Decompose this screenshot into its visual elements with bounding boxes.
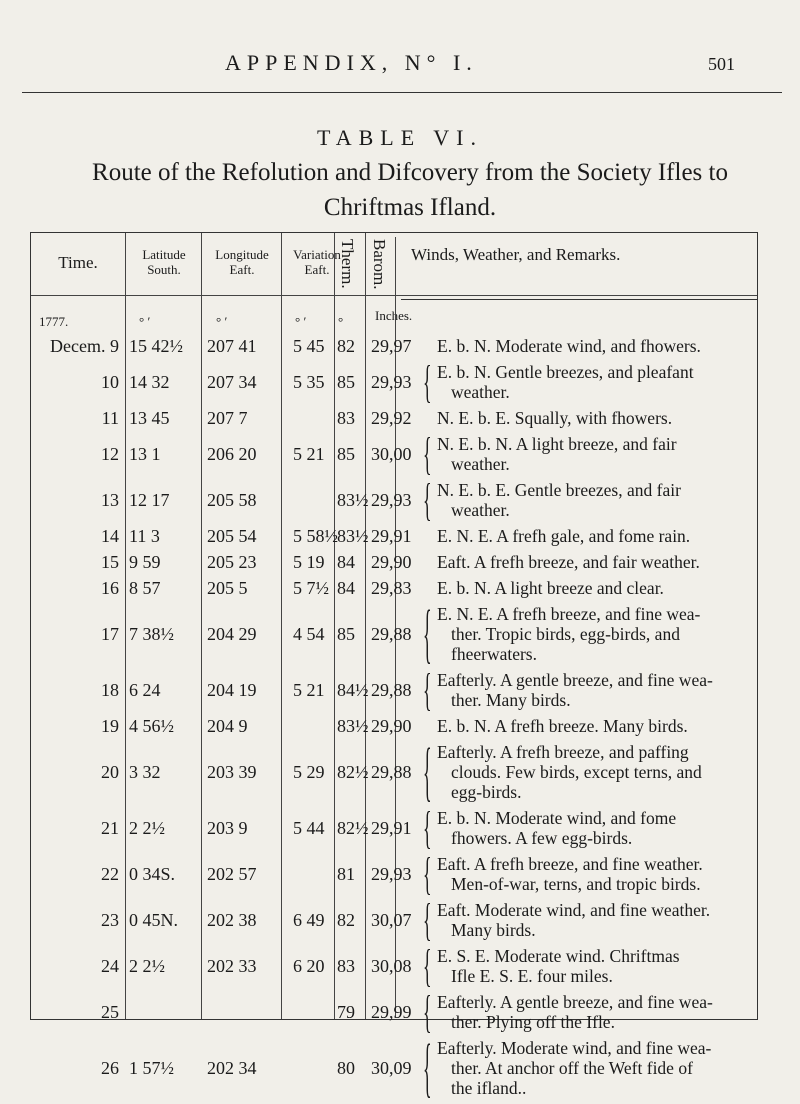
row-remark-line: Eafterly. A frefh breeze, and paffing	[437, 742, 689, 762]
row-remark-line: ther. At anchor off the Weft fide of	[451, 1058, 693, 1078]
row-latitude: 13 1	[129, 444, 161, 464]
row-variation: 5 19	[293, 552, 325, 572]
row-therm: 83½	[337, 716, 369, 736]
row-therm: 85	[337, 372, 355, 392]
row-remark-line: Eaft. Moderate wind, and fine weather.	[437, 900, 711, 920]
row-therm: 80	[337, 1058, 355, 1078]
row-brace: {	[423, 428, 432, 479]
row-longitude: 204 19	[207, 680, 257, 700]
row-therm: 83½	[337, 490, 369, 510]
row-longitude: 205 54	[207, 526, 257, 546]
row-remark-line: Eafterly. A gentle breeze, and fine wea-	[437, 992, 713, 1012]
row-therm: 83	[337, 408, 355, 428]
row-remark-line: ther. Many birds.	[451, 690, 571, 710]
row-barom: 29,90	[371, 552, 412, 572]
row-day: 17	[101, 624, 119, 644]
row-barom: 29,93	[371, 372, 412, 392]
row-barom: 29,99	[371, 1002, 412, 1022]
row-remark-line: ther. Plying off the Ifle.	[451, 1012, 615, 1032]
unit-lat: ° ′	[139, 314, 151, 329]
row-brace: {	[423, 735, 432, 808]
row-latitude: 11 3	[129, 526, 160, 546]
row-variation: 5 29	[293, 762, 325, 782]
row-therm: 85	[337, 624, 355, 644]
row-barom: 30,00	[371, 444, 412, 464]
remarks-rule	[401, 299, 757, 300]
row-day: 22	[101, 864, 119, 884]
row-therm: 84	[337, 578, 355, 598]
row-day: 25	[101, 1002, 119, 1022]
row-barom: 30,08	[371, 956, 412, 976]
row-remark-line: Many birds.	[451, 920, 536, 940]
row-remark-line: E. b. N. A frefh breeze. Many birds.	[437, 716, 688, 736]
row-barom: 29,88	[371, 680, 412, 700]
row-latitude: 13 45	[129, 408, 170, 428]
row-barom: 29,92	[371, 408, 412, 428]
row-brace: {	[423, 802, 432, 853]
row-longitude: 205 58	[207, 490, 257, 510]
row-longitude: 207 7	[207, 408, 248, 428]
row-variation: 5 45	[293, 336, 325, 356]
row-remark-line: N. E. b. E. Squally, with fhowers.	[437, 408, 673, 428]
row-longitude: 205 23	[207, 552, 257, 572]
row-longitude: 205 5	[207, 578, 248, 598]
row-remark-line: E. S. E. Moderate wind. Chriftmas	[437, 946, 680, 966]
row-longitude: 204 29	[207, 624, 257, 644]
row-longitude: 202 38	[207, 910, 257, 930]
row-longitude: 206 20	[207, 444, 257, 464]
row-variation: 5 7½	[293, 578, 329, 598]
row-brace: {	[423, 356, 432, 407]
row-remark-line: fhowers. A few egg-birds.	[451, 828, 633, 848]
row-latitude: 1 57½	[129, 1058, 174, 1078]
header-variation: Variation Eaft.	[293, 247, 341, 277]
row-longitude: 203 39	[207, 762, 257, 782]
row-remark-line: E. N. E. A frefh breeze, and fine wea-	[437, 604, 701, 624]
row-remark-line: Ifle E. S. E. four miles.	[451, 966, 613, 986]
row-latitude: 6 24	[129, 680, 161, 700]
row-variation: 6 49	[293, 910, 325, 930]
row-remark-line: E. b. N. Moderate wind, and fome	[437, 808, 677, 828]
row-remark-line: E. b. N. Moderate wind, and fhowers.	[437, 336, 701, 356]
row-latitude: 7 38½	[129, 624, 174, 644]
row-brace: {	[423, 474, 432, 525]
row-brace: {	[423, 986, 432, 1037]
row-latitude: 14 32	[129, 372, 170, 392]
unit-barom: Inches.	[375, 308, 413, 323]
row-day: 16	[101, 578, 119, 598]
row-remark-line: weather.	[451, 382, 510, 402]
row-remark-line: Eafterly. Moderate wind, and fine wea-	[437, 1038, 712, 1058]
row-remark-line: weather.	[451, 454, 510, 474]
row-barom: 29,93	[371, 864, 412, 884]
row-variation: 6 20	[293, 956, 325, 976]
column-divider	[125, 233, 126, 1019]
table-caption-line-1: Route of the Refolution and Difcovery from the Society Ifles to	[92, 159, 728, 186]
header-therm: Therm.	[338, 239, 357, 289]
row-therm: 82½	[337, 762, 369, 782]
row-latitude: 2 2½	[129, 818, 165, 838]
row-remark-line: Eaft. A frefh breeze, and fine weather.	[437, 854, 703, 874]
header-latitude: Latitude South.	[142, 247, 186, 277]
row-barom: 30,09	[371, 1058, 412, 1078]
header-rule	[31, 295, 757, 296]
row-latitude: 2 2½	[129, 956, 165, 976]
row-variation: 5 44	[293, 818, 325, 838]
row-brace: {	[423, 664, 432, 715]
row-variation: 5 21	[293, 444, 325, 464]
row-therm: 79	[337, 1002, 355, 1022]
row-therm: 83½	[337, 526, 369, 546]
page-number: 501	[708, 54, 735, 74]
row-day: 26	[101, 1058, 119, 1078]
row-therm: 84	[337, 552, 355, 572]
unit-therm: °	[338, 314, 344, 329]
row-day: 23	[101, 910, 119, 930]
row-day: 14	[101, 526, 119, 546]
row-longitude: 204 9	[207, 716, 248, 736]
row-remark-line: the ifland..	[451, 1078, 527, 1098]
header-remarks: Winds, Weather, and Remarks.	[411, 245, 621, 264]
row-barom: 29,91	[371, 818, 412, 838]
row-brace: {	[423, 597, 432, 670]
row-barom: 29,88	[371, 762, 412, 782]
row-remark-line: Men-of-war, terns, and tropic birds.	[451, 874, 701, 894]
row-barom: 29,91	[371, 526, 412, 546]
row-brace: {	[423, 1031, 432, 1104]
row-remark-line: ther. Tropic birds, egg-birds, and	[451, 624, 680, 644]
row-day: 15	[101, 552, 119, 572]
row-latitude: 8 57	[129, 578, 161, 598]
row-barom: 29,88	[371, 624, 412, 644]
row-therm: 82	[337, 910, 355, 930]
row-day: Decem. 9	[50, 336, 119, 356]
column-divider	[365, 233, 366, 1019]
row-brace: {	[423, 848, 432, 899]
row-latitude: 15 42½	[129, 336, 183, 356]
row-latitude: 3 32	[129, 762, 161, 782]
header-longitude: Longitude Eaft.	[215, 247, 269, 277]
row-barom: 29,93	[371, 490, 412, 510]
row-longitude: 203 9	[207, 818, 248, 838]
row-remark-line: egg-birds.	[451, 782, 522, 802]
row-variation: 5 35	[293, 372, 325, 392]
row-day: 20	[101, 762, 119, 782]
row-day: 21	[101, 818, 119, 838]
row-remark-line: N. E. b. E. Gentle breezes, and fair	[437, 480, 681, 500]
row-variation: 4 54	[293, 624, 325, 644]
row-latitude: 9 59	[129, 552, 161, 572]
row-remark-line: weather.	[451, 500, 510, 520]
table-caption-line-2: Chriftmas Ifland.	[323, 194, 497, 221]
row-day: 11	[101, 408, 119, 428]
row-remark-line: E. N. E. A frefh gale, and fome rain.	[437, 526, 691, 546]
running-head-title: APPENDIX, N° I.	[225, 50, 478, 75]
row-latitude: 4 56½	[129, 716, 174, 736]
row-longitude: 202 57	[207, 864, 257, 884]
table-caption	[40, 155, 780, 225]
row-remark-line: N. E. b. N. A light breeze, and fair	[437, 434, 677, 454]
row-barom: 29,97	[371, 336, 412, 356]
row-day: 19	[101, 716, 119, 736]
row-longitude: 207 41	[207, 336, 257, 356]
row-therm: 83	[337, 956, 355, 976]
row-latitude: 0 34S.	[129, 864, 176, 884]
row-brace: {	[423, 894, 432, 945]
row-day: 12	[101, 444, 119, 464]
row-variation: 5 58½	[293, 526, 338, 546]
column-divider	[334, 233, 335, 1019]
unit-long: ° ′	[216, 314, 228, 329]
row-remark-line: Eafterly. A gentle breeze, and fine wea-	[437, 670, 713, 690]
row-therm: 82½	[337, 818, 369, 838]
row-remark-line: E. b. N. Gentle breezes, and pleafant	[437, 362, 694, 382]
row-variation: 5 21	[293, 680, 325, 700]
row-longitude: 207 34	[207, 372, 257, 392]
row-brace: {	[423, 940, 432, 991]
row-therm: 81	[337, 864, 355, 884]
header-time: Time.	[58, 253, 98, 272]
unit-year: 1777.	[39, 314, 69, 329]
row-therm: 82	[337, 336, 355, 356]
row-day: 13	[101, 490, 119, 510]
row-barom: 29,90	[371, 716, 412, 736]
row-remark-line: clouds. Few birds, except terns, and	[451, 762, 702, 782]
top-rule	[22, 92, 782, 93]
row-remark-line: fheerwaters.	[451, 644, 537, 664]
row-barom: 30,07	[371, 910, 412, 930]
row-barom: 29,83	[371, 578, 412, 598]
table-number: TABLE VI.	[317, 125, 483, 150]
row-latitude: 12 17	[129, 490, 170, 510]
row-day: 18	[101, 680, 119, 700]
running-head	[0, 50, 800, 80]
row-remark-line: E. b. N. A light breeze and clear.	[437, 578, 664, 598]
row-day: 24	[101, 956, 119, 976]
unit-var: ° ′	[295, 314, 307, 329]
row-latitude: 0 45N.	[129, 910, 178, 930]
row-longitude: 202 34	[207, 1058, 257, 1078]
row-therm: 85	[337, 444, 355, 464]
row-therm: 84½	[337, 680, 369, 700]
column-divider	[281, 233, 282, 1019]
row-day: 10	[101, 372, 119, 392]
row-remark-line: Eaft. A frefh breeze, and fair weather.	[437, 552, 700, 572]
data-table	[30, 232, 758, 1104]
row-longitude: 202 33	[207, 956, 257, 976]
column-divider	[201, 233, 202, 1019]
header-barom: Barom.	[370, 239, 389, 290]
